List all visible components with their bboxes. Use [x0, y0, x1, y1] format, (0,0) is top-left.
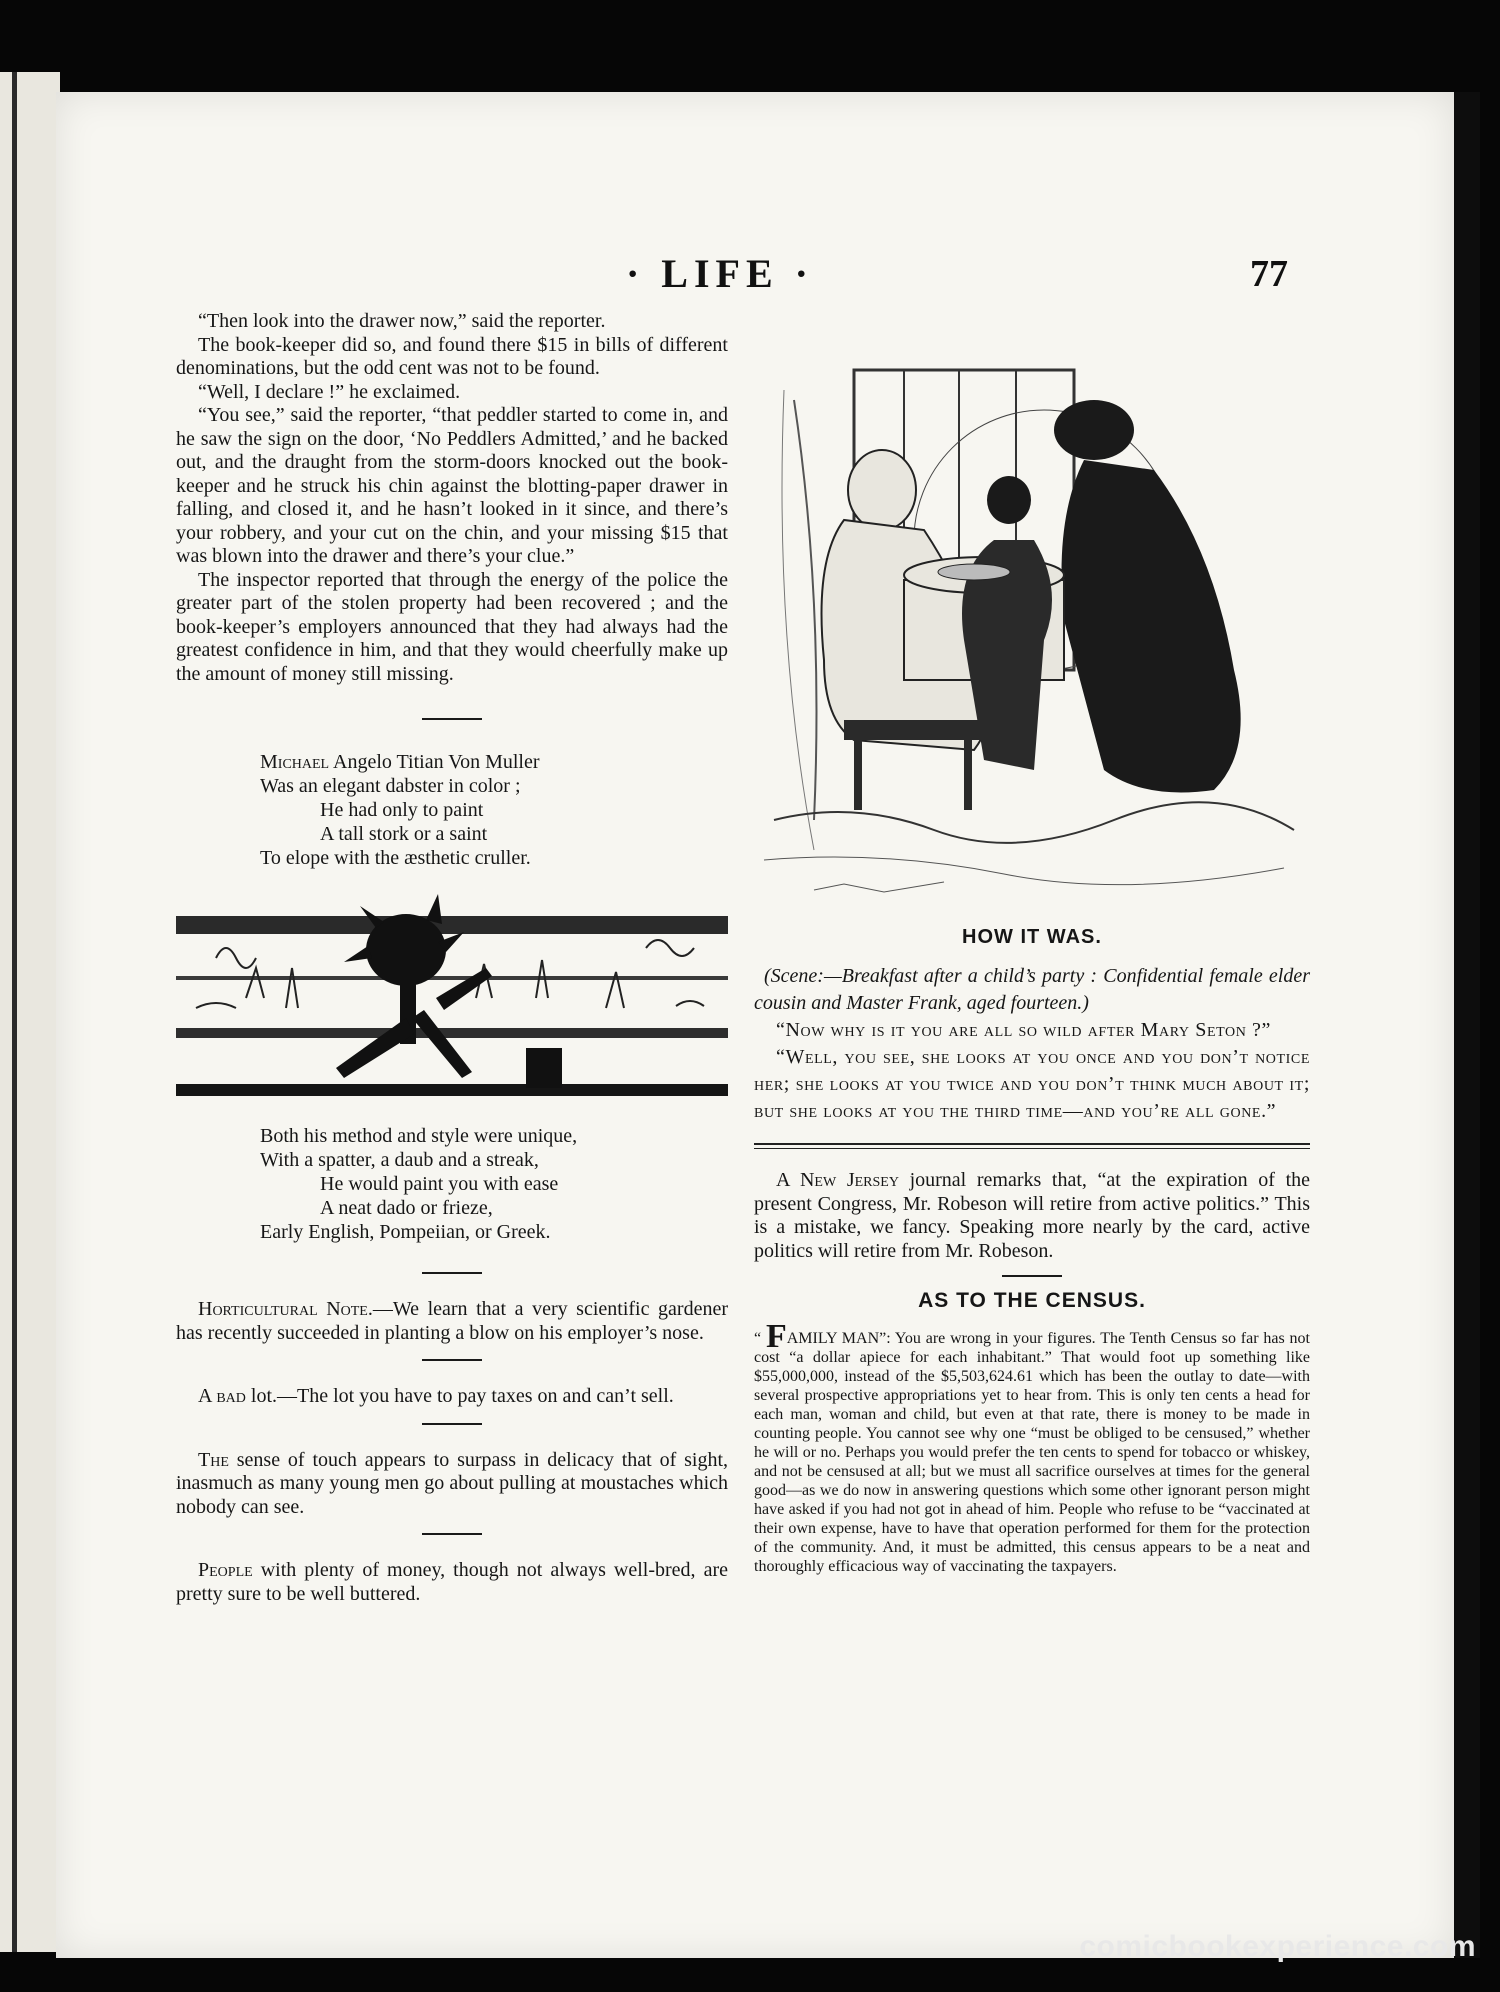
- story-paragraph-1: “Then look into the drawer now,” said the reporter.: [198, 310, 606, 332]
- item-text: sense of touch appears to surpass in delicacy that of sight, inasmuch as many young men go about pulling at moustaches which nobody can see.: [176, 1448, 728, 1518]
- right-column: [754, 360, 1310, 1576]
- people-joke: [176, 1559, 728, 1606]
- left-column: [176, 310, 728, 1606]
- painter-illustration: [176, 888, 728, 1114]
- verse-line: He had only to paint: [320, 799, 484, 821]
- verse-line: Angelo Titian Von Muller: [329, 751, 540, 773]
- verse-line: Both his method and style were unique,: [260, 1125, 578, 1147]
- item-lead: The: [198, 1448, 229, 1471]
- story-paragraph-2: The book-keeper did so, and found there $15 in bills of different denominations, but the odd cent was not to be found.: [176, 333, 728, 379]
- drop-cap: F: [765, 1318, 787, 1355]
- item-text: journal remarks that, “at the expiration of the present Congress, Mr. Robeson will retire from active politics.” This is a mistake, we fancy. Speaking more nearly by the card, active politics will retire from Mr. Robeson.: [754, 1169, 1311, 1262]
- verse-line: A tall stork or a saint: [320, 823, 488, 845]
- verse-line: With a spatter, a daub and a streak,: [260, 1149, 539, 1171]
- magazine-title: · LIFE ·: [625, 251, 815, 296]
- item-text: with plenty of money, though not always well-bred, are pretty sure to be well buttered.: [176, 1559, 728, 1605]
- cartoon-dialog-question: “Now why is it you are all so wild after Mary Seton ?”: [776, 1019, 1271, 1041]
- item-lead: A New Jersey: [776, 1169, 899, 1191]
- cartoon-caption-title: HOW IT WAS.: [962, 926, 1102, 948]
- verse-line: Early English, Pompeiian, or Greek.: [260, 1221, 551, 1243]
- watermark: comicbookexperience.com: [1079, 1930, 1476, 1963]
- item-lead: People: [198, 1559, 253, 1581]
- story-paragraph-4: “You see,” said the reporter, “that peddler started to come in, and he saw the sign on the door, ‘No Peddlers Admitted,’ and he backed out, and the draught from the storm-doors knocked out the book-keeper and he struck his chin against the blotting-paper drawer in falling, and closed it, and he hasn’t looked in it since, and there’s your robbery, and your cut on the chin, and your missing $15 that was blown into the drawer and there’s your clue.”: [176, 404, 728, 567]
- story-paragraph-5: The inspector reported that through the energy of the police the greater part of the stolen property had been recovered ; and the book-keeper’s employers announced that they had always had the greatest confidence in him, and that they would cheerfully make up the amount of money still missing.: [176, 568, 728, 685]
- verse-line: He would paint you with ease: [320, 1173, 559, 1195]
- horticultural-note: [176, 1298, 728, 1345]
- verse-first-word: Michael: [260, 751, 330, 773]
- limerick-verse-2: [260, 1124, 728, 1244]
- item-lead: Horticultural Note.: [198, 1298, 373, 1320]
- verse-line: To elope with the æsthetic cruller.: [260, 847, 531, 869]
- new-jersey-item: [754, 1169, 1310, 1263]
- item-lead: A bad: [198, 1385, 246, 1407]
- cartoon-dialog-answer: “Well, you see, she looks at you once and you don’t notice her; she looks at you twice and you don’t think much about it; but she looks at you the third time—and you’re all gone.”: [754, 1046, 1310, 1122]
- breakfast-scene-illustration: [754, 360, 1310, 920]
- item-text: lot.—The lot you have to pay taxes on and can’t sell.: [245, 1385, 674, 1407]
- census-section-heading: AS TO THE CENSUS.: [918, 1289, 1146, 1312]
- cartoon-scene-description: (Scene:—Breakfast after a child’s party : Confidential female elder cousin and Master Frank, aged fourteen.): [754, 965, 1310, 1014]
- item-text: —We learn that a very scientific gardener has recently succeeded in planting a blow on his employer’s nose.: [176, 1298, 728, 1344]
- page-number: 77: [1250, 253, 1288, 295]
- touch-joke: [176, 1449, 728, 1520]
- page-edge: [1454, 92, 1480, 1958]
- story-paragraph-3: “Well, I declare !” he exclaimed.: [198, 380, 461, 403]
- verse-line: Was an elegant dabster in color ;: [260, 775, 521, 797]
- limerick-verse-1: [260, 750, 728, 870]
- bad-lot-joke: [176, 1385, 728, 1409]
- book-spine: [12, 72, 17, 1952]
- open-quote: “: [754, 1330, 762, 1347]
- census-letter: [754, 1318, 1311, 1576]
- verse-line: A neat dado or frieze,: [320, 1197, 493, 1219]
- left-page-margin: [0, 72, 60, 1952]
- census-letter-text: AMILY MAN”: You are wrong in your figures. The Tenth Census so far has not cost “a dollar apiece for each inhabitant.” That would foot up something like $55,000,000, instead of the $5,503,624.61 which has been the outlay to date—with several prospective appropriations yet to hear from. This is only ten cents a head for each man, woman and child, but even at that rate, there is money to be made in counting people. You cannot see why one “must be obliged to be censused,” whether he will or no. Perhaps you would prefer the ten cents to spend for tobacco or whiskey, and not be censused at all; but we must all sacrifice ourselves at times for the general good—as we do now in answering questions which some other ignorant person might have asked if you had not got in ahead of him. People who refuse to be “vaccinated at their own expense, have to have that operation performed for them for the protection of the community. And, it must be admitted, this census appears to be a neat and thoroughly efficacious way of vaccinating the taxpayers.: [754, 1330, 1311, 1575]
